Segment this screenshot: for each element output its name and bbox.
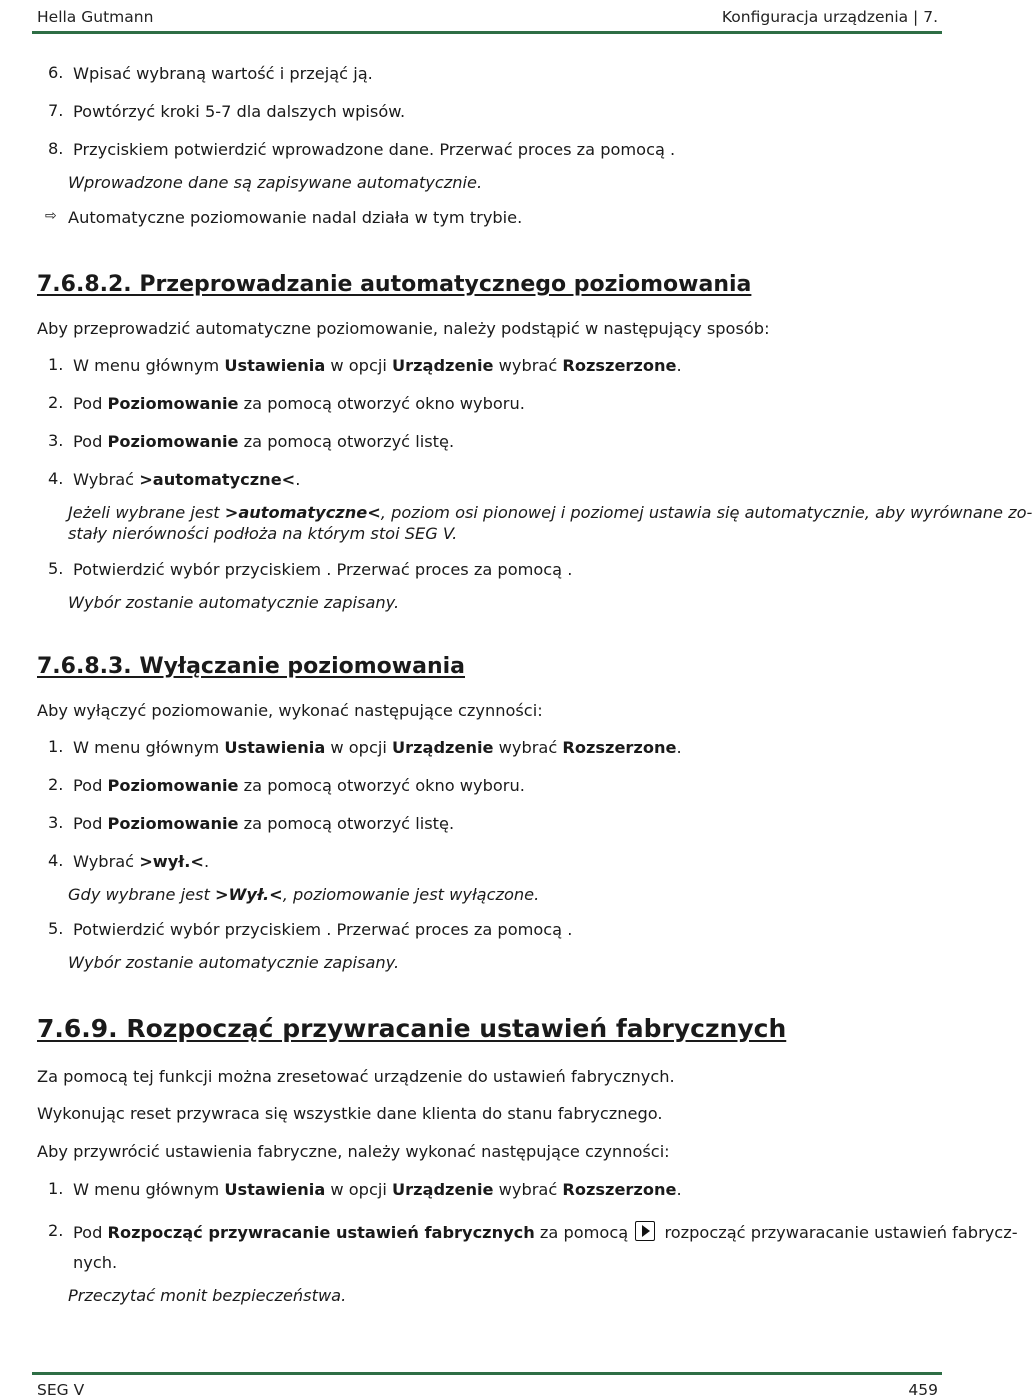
step-text: Pod Poziomowanie za pomocą otworzyć okno wyboru. <box>73 776 525 795</box>
header-right: Konfiguracja urządzenia | 7. <box>721 8 938 26</box>
step-text: Wybrać >wył.<. <box>73 852 210 871</box>
step-note: Jeżeli wybrane jest >automatyczne<, poziom osi pionowej i poziomej ustawia się automatycznie, aby wyrównane zo- <box>68 503 1032 522</box>
step-text: Wybrać >automatyczne<. <box>73 470 301 489</box>
step-text: Pod Poziomowanie za pomocą otworzyć okno wyboru. <box>73 394 525 413</box>
step-number: 7. <box>48 101 64 120</box>
step-number: 5. <box>48 919 64 938</box>
section-heading: 7.6.9. Rozpocząć przywracanie ustawień fabrycznych <box>37 1014 787 1043</box>
step-note: Wybór zostanie automatycznie zapisany. <box>68 593 400 612</box>
step-text: Przyciskiem potwierdzić wprowadzone dane. Przerwać proces za pomocą . <box>73 140 676 159</box>
step-text: Potwierdzić wybór przyciskiem . Przerwać proces za pomocą . <box>73 920 573 939</box>
step-text: Powtórzyć kroki 5-7 dla dalszych wpisów. <box>73 102 406 121</box>
step-text: Pod Poziomowanie za pomocą otworzyć listę. <box>73 432 455 451</box>
page-header <box>37 6 938 28</box>
section-intro: Aby wyłączyć poziomowanie, wykonać następujące czynności: <box>37 701 543 720</box>
step-text: nych. <box>73 1253 118 1272</box>
step-number: 2. <box>48 775 64 794</box>
page-number: 459 <box>908 1381 938 1399</box>
step-number: 4. <box>48 851 64 870</box>
result-text: Automatyczne poziomowanie nadal działa w tym trybie. <box>68 208 523 227</box>
step-text: Potwierdzić wybór przyciskiem . Przerwać proces za pomocą . <box>73 560 573 579</box>
step-text: Wpisać wybraną wartość i przejąć ją. <box>73 64 373 83</box>
step-text: Pod Poziomowanie za pomocą otworzyć listę. <box>73 814 455 833</box>
step-number: 5. <box>48 559 64 578</box>
step-number: 6. <box>48 63 64 82</box>
section-heading: 7.6.8.2. Przeprowadzanie automatycznego poziomowania <box>37 272 752 297</box>
step-number: 3. <box>48 431 64 450</box>
section-heading: 7.6.8.3. Wyłączanie poziomowania <box>37 654 465 679</box>
footer-left: SEG V <box>37 1381 85 1399</box>
header-left: Hella Gutmann <box>37 8 154 26</box>
step-number: 2. <box>48 1221 64 1240</box>
step-text: W menu głównym Ustawienia w opcji Urządzenie wybrać Rozszerzone. <box>73 738 682 757</box>
step-note: Przeczytać monit bezpieczeństwa. <box>68 1286 347 1305</box>
step-number: 1. <box>48 1179 64 1198</box>
play-button-icon <box>635 1221 655 1241</box>
step-number: 1. <box>48 355 64 374</box>
step-number: 2. <box>48 393 64 412</box>
header-rule <box>32 31 942 34</box>
paragraph: Aby przywrócić ustawienia fabryczne, należy wykonać następujące czynności: <box>37 1142 670 1161</box>
step-note: Wybór zostanie automatycznie zapisany. <box>68 953 400 972</box>
paragraph: Za pomocą tej funkcji można zresetować urządzenie do ustawień fabrycznych. <box>37 1067 675 1086</box>
step-number: 4. <box>48 469 64 488</box>
section-intro: Aby przeprowadzić automatyczne poziomowanie, należy podstąpić w następujący sposób: <box>37 319 770 338</box>
step-number: 1. <box>48 737 64 756</box>
step-number: 3. <box>48 813 64 832</box>
result-arrow-icon: ⇨ <box>45 208 57 224</box>
step-number: 8. <box>48 139 64 158</box>
step-note: Gdy wybrane jest >Wył.<, poziomowanie jest wyłączone. <box>68 885 540 904</box>
paragraph: Wykonując reset przywraca się wszystkie dane klienta do stanu fabrycznego. <box>37 1104 663 1123</box>
step-note: Wprowadzone dane są zapisywane automatycznie. <box>68 173 483 192</box>
step-note: stały nierówności podłoża na którym stoi SEG V. <box>68 524 458 543</box>
footer-rule <box>32 1372 942 1375</box>
step-text: W menu głównym Ustawienia w opcji Urządzenie wybrać Rozszerzone. <box>73 1180 682 1199</box>
step-text: Pod Rozpocząć przywracanie ustawień fabrycznych za pomocą rozpocząć przywaracanie ustawień fabrycz- <box>73 1223 1018 1242</box>
step-text: W menu głównym Ustawienia w opcji Urządzenie wybrać Rozszerzone. <box>73 356 682 375</box>
